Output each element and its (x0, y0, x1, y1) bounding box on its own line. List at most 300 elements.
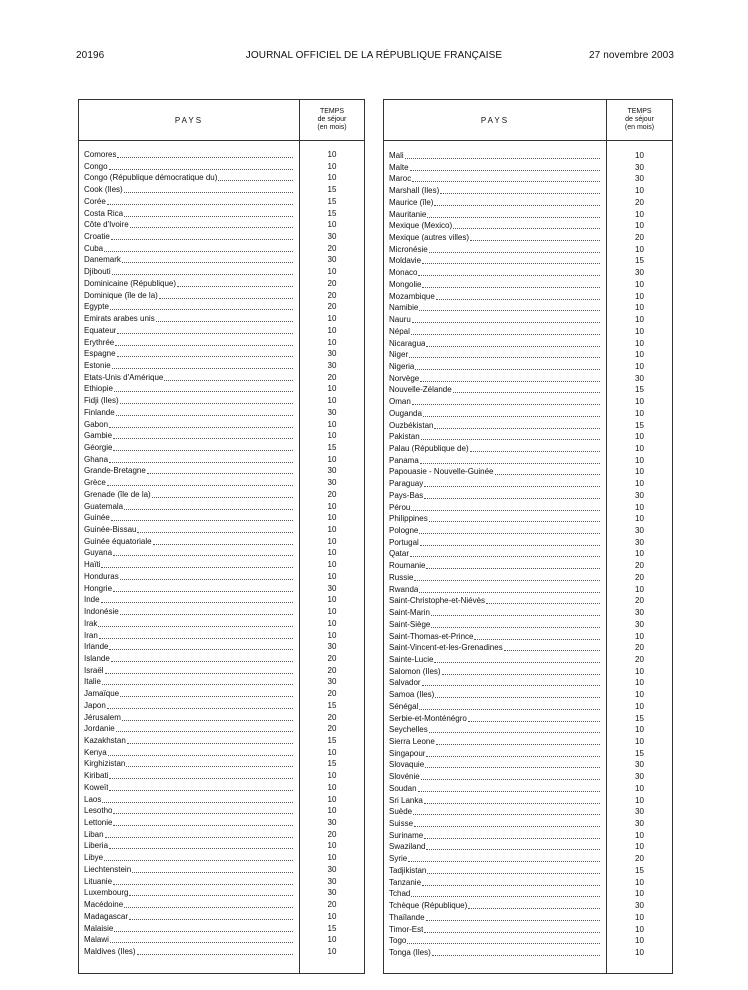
country-name: Salomon (Iles) (389, 666, 441, 676)
stay-duration: 10 (635, 479, 644, 489)
dot-leader (159, 298, 293, 299)
stay-duration: 20 (327, 829, 337, 839)
stay-duration: 10 (327, 794, 337, 804)
table-row (79, 419, 364, 431)
table-row (384, 420, 672, 432)
stay-duration: 15 (327, 185, 337, 195)
stay-duration: 10 (635, 291, 644, 301)
country-name: Slovaquie (389, 760, 425, 770)
stay-duration: 15 (635, 713, 644, 723)
dot-leader (411, 896, 600, 897)
country-name: Liechtenstein (84, 864, 132, 874)
country-name: Islande (84, 653, 110, 663)
dot-leader (405, 158, 600, 159)
stay-duration: 10 (635, 678, 644, 688)
country-name: Maldives (Iles) (84, 946, 136, 956)
stay-duration: 30 (635, 174, 644, 184)
country-name: Maroc (389, 174, 412, 184)
country-name: Saint-Siège (389, 619, 431, 629)
stay-duration: 10 (635, 151, 644, 160)
table-row (384, 197, 672, 209)
stay-duration: 10 (635, 783, 644, 793)
stay-duration: 10 (327, 771, 337, 781)
dot-leader (429, 252, 600, 253)
country-name: Jamaïque (84, 689, 120, 699)
table-row (79, 184, 364, 196)
table-row (79, 172, 364, 184)
table-row (79, 454, 364, 466)
table-row (384, 220, 672, 232)
table-row (384, 466, 672, 478)
country-name: Kazakhstan (84, 736, 126, 745)
table-row (384, 314, 672, 326)
stay-duration: 20 (635, 596, 644, 606)
table-row (384, 396, 672, 408)
country-name: Ethiopie (84, 384, 113, 394)
dot-leader (426, 568, 600, 569)
country-name: Géorgie (84, 443, 113, 452)
country-name: Malawi (84, 935, 109, 945)
country-name: Cuba (84, 243, 104, 253)
stay-duration: 10 (635, 444, 644, 453)
table-row (384, 631, 672, 643)
temps-line-2: de séjour (317, 116, 347, 123)
country-name: Palau (République de) (389, 444, 469, 453)
table-row (79, 196, 364, 208)
dot-leader (108, 755, 293, 756)
country-name: Ouganda (389, 408, 422, 418)
dot-leader (468, 721, 600, 722)
country-name: Erythrée (84, 337, 115, 347)
table-row (384, 560, 672, 572)
stay-duration: 10 (327, 536, 337, 546)
dot-leader (413, 814, 600, 815)
country-name: Mexique (Mexico) (389, 221, 453, 231)
table-row (384, 701, 672, 713)
dot-leader (426, 920, 600, 921)
table-row (79, 876, 364, 888)
table-row (384, 267, 672, 279)
dot-leader (102, 802, 293, 803)
country-name: Guinée (84, 513, 110, 523)
dot-leader (129, 895, 293, 896)
dot-leader (468, 908, 600, 909)
table-row (79, 594, 364, 606)
country-name: Congo (République démocratique du) (84, 173, 218, 183)
stay-duration: 15 (327, 208, 337, 218)
table-row (384, 830, 672, 842)
country-name: Iran (84, 630, 98, 640)
journal-title: JOURNAL OFFICIEL DE LA RÉPUBLIQUE FRANÇAISE (245, 50, 503, 61)
stay-duration: 30 (327, 466, 337, 476)
stay-duration: 10 (635, 303, 644, 313)
table-row (384, 888, 672, 900)
dot-leader (420, 463, 600, 464)
dot-leader (409, 357, 600, 358)
table-row (384, 947, 672, 959)
stay-duration: 10 (635, 912, 644, 922)
dot-leader (421, 439, 600, 440)
dot-leader (109, 169, 293, 170)
stay-duration: 10 (327, 618, 337, 628)
country-name: Nouvelle-Zélande (389, 385, 452, 395)
dot-leader (156, 321, 293, 322)
stay-duration: 10 (635, 584, 644, 594)
dot-leader (110, 309, 293, 310)
country-name: Saint-Vincent-et-les-Grenadines (389, 643, 503, 653)
country-name: Pakistan (389, 432, 420, 442)
country-name: Irak (84, 618, 98, 628)
country-name: Libye (84, 853, 104, 863)
stay-duration: 20 (635, 197, 644, 207)
table-row (384, 455, 672, 467)
stay-duration: 10 (635, 631, 644, 641)
stay-duration: 10 (635, 408, 644, 418)
dot-leader (422, 287, 600, 288)
dot-leader (412, 181, 600, 182)
dot-leader (117, 333, 293, 334)
table-row (384, 548, 672, 560)
stay-duration: 30 (635, 760, 644, 770)
temps-line-2: de séjour (625, 116, 654, 123)
dot-leader (418, 791, 600, 792)
dot-leader (423, 416, 600, 417)
table-row (79, 665, 364, 677)
dot-leader (495, 474, 600, 475)
country-name: Tchad (389, 889, 411, 899)
table-row (384, 619, 672, 631)
dot-leader (427, 873, 600, 874)
dot-leader (132, 872, 293, 873)
country-name: Philippines (389, 514, 428, 524)
dot-leader (410, 556, 600, 557)
table-row (79, 360, 364, 372)
table-row (384, 924, 672, 936)
dot-leader (153, 544, 293, 545)
stay-duration: 10 (327, 571, 337, 581)
stay-duration: 10 (635, 877, 644, 887)
country-name: Kenya (84, 747, 107, 757)
dot-leader (112, 368, 293, 369)
stay-duration: 15 (327, 759, 337, 769)
country-name: Mexique (autres villes) (389, 233, 470, 243)
stay-duration: 10 (327, 161, 337, 171)
table-row (79, 840, 364, 852)
country-name: Mali (389, 151, 404, 160)
country-name: Liberia (84, 841, 109, 851)
table-row (384, 326, 672, 338)
dot-leader (116, 415, 293, 416)
table-row (79, 911, 364, 923)
dot-leader (419, 533, 600, 534)
country-name: Congo (84, 161, 108, 171)
dot-leader (426, 756, 600, 757)
country-name: Liban (84, 829, 104, 839)
country-name: Nigeria (389, 361, 415, 371)
country-name: Népal (389, 326, 410, 336)
table-row (79, 618, 364, 630)
table-row (79, 712, 364, 724)
dot-leader (424, 498, 600, 499)
stay-duration: 30 (327, 360, 337, 370)
stay-duration: 20 (327, 243, 337, 253)
table-row (79, 723, 364, 735)
country-name: Slovénie (389, 772, 420, 782)
country-name: Dominicaine (République) (84, 278, 177, 288)
dot-leader (422, 885, 600, 886)
dot-leader (431, 627, 600, 628)
stay-duration: 30 (327, 407, 337, 417)
table-row (79, 489, 364, 501)
table-row (79, 770, 364, 782)
dot-leader (418, 275, 600, 276)
dot-leader (109, 649, 293, 650)
stay-duration: 10 (635, 701, 644, 711)
dot-leader (426, 346, 600, 347)
dot-leader (412, 322, 600, 323)
dot-leader (470, 240, 600, 241)
country-name: Malaisie (84, 923, 114, 933)
table-row (79, 547, 364, 559)
dot-leader (107, 708, 293, 709)
stay-duration: 10 (635, 936, 644, 946)
stay-duration: 20 (327, 278, 337, 288)
country-name: Serbie-et-Monténégro (389, 713, 467, 723)
country-name: Croatie (84, 232, 110, 242)
country-name: Saint-Thomas-et-Prince (389, 631, 474, 641)
stay-duration: 10 (327, 911, 337, 921)
stay-duration: 10 (635, 361, 644, 371)
table-row (384, 384, 672, 396)
dot-leader (113, 591, 293, 592)
dot-leader (422, 263, 600, 264)
dot-leader (124, 216, 293, 217)
dot-leader (425, 767, 600, 768)
country-name: Russie (389, 572, 414, 582)
country-name: Togo (389, 936, 407, 946)
stay-duration: 20 (327, 489, 337, 499)
table-row (384, 783, 672, 795)
dot-leader (109, 427, 293, 428)
table-row (79, 512, 364, 524)
table-row (79, 758, 364, 770)
country-name: Grèce (84, 478, 106, 488)
country-name: Namibie (389, 303, 419, 313)
stay-duration: 10 (327, 548, 337, 558)
country-name: Grande-Bretagne (84, 466, 146, 476)
stay-duration: 10 (635, 209, 644, 219)
dot-leader (137, 954, 293, 955)
stay-duration: 15 (635, 748, 644, 758)
temps-line-3: (en mois) (317, 124, 347, 131)
country-name: Lettonie (84, 818, 113, 828)
country-name: Kirghizistan (84, 759, 126, 769)
left-table (78, 99, 365, 974)
stay-duration: 30 (635, 608, 644, 618)
country-name: Seychelles (389, 725, 428, 735)
table-row (384, 162, 672, 174)
stay-duration: 30 (327, 478, 337, 488)
dot-leader (111, 661, 293, 662)
country-name: Malte (389, 162, 409, 172)
stay-duration: 30 (635, 162, 644, 172)
dot-leader (432, 955, 600, 956)
stay-duration: 10 (635, 842, 644, 852)
country-name: Jérusalem (84, 712, 121, 722)
stay-duration: 10 (635, 432, 644, 442)
country-name: Qatar (389, 549, 410, 559)
table-row (384, 302, 672, 314)
dot-leader (129, 919, 293, 920)
dot-leader (470, 451, 600, 452)
country-name: Corée (84, 196, 106, 206)
country-name: Italie (84, 677, 101, 687)
dot-leader (101, 567, 293, 568)
stay-duration: 20 (327, 689, 337, 699)
table-row (384, 654, 672, 666)
stay-duration: 10 (327, 525, 337, 535)
stay-duration: 15 (327, 196, 337, 206)
country-name: Pays-Bas (389, 490, 424, 500)
stay-duration: 10 (635, 397, 644, 407)
country-name: Guatemala (84, 501, 124, 511)
stay-duration: 10 (327, 267, 337, 277)
column-header-temps (606, 108, 673, 132)
table-row (384, 607, 672, 619)
table-row (384, 795, 672, 807)
table-row (384, 572, 672, 584)
dot-leader (419, 592, 600, 593)
temps-line-1: TEMPS (319, 108, 345, 115)
stay-duration: 10 (635, 889, 644, 899)
dot-leader (124, 509, 293, 510)
table-row (384, 806, 672, 818)
dot-leader (117, 157, 293, 158)
table-row (384, 841, 672, 853)
dot-leader (429, 521, 600, 522)
country-name: Madagascar (84, 911, 129, 921)
dot-leader (113, 813, 293, 814)
dot-leader (431, 615, 600, 616)
header-divider (79, 140, 364, 141)
country-name: Timor-Est (389, 924, 424, 934)
dot-leader (107, 204, 293, 205)
country-name: Dominique (île de la) (84, 290, 158, 300)
dot-leader (440, 193, 600, 194)
dot-leader (120, 696, 293, 697)
table-row (79, 407, 364, 419)
country-name: Indonésie (84, 607, 119, 617)
country-name: Guinée-Bissau (84, 525, 137, 535)
country-name: Monaco (389, 268, 418, 278)
dot-leader (414, 826, 600, 827)
stay-duration: 10 (327, 384, 337, 394)
stay-duration: 20 (635, 561, 644, 571)
dot-leader (486, 603, 600, 604)
stay-duration: 20 (327, 712, 337, 722)
country-name: Paraguay (389, 479, 424, 489)
stay-duration: 30 (327, 642, 337, 652)
table-row (384, 748, 672, 760)
country-name: Ghana (84, 454, 109, 464)
dot-leader (109, 790, 293, 791)
country-name: Grenade (île de la) (84, 489, 151, 499)
stay-duration: 15 (327, 736, 337, 745)
dot-leader (99, 638, 293, 639)
dot-leader (412, 404, 600, 405)
table-row (384, 185, 672, 197)
country-name: Suriname (389, 830, 424, 840)
stay-duration: 10 (327, 173, 337, 183)
dot-leader (104, 860, 293, 861)
dot-leader (442, 674, 600, 675)
country-name: Ouzbékistan (389, 420, 434, 430)
country-name: Costa Rica (84, 208, 124, 218)
stay-duration: 10 (635, 315, 644, 325)
dot-leader (114, 931, 293, 932)
stay-duration: 30 (635, 901, 644, 911)
dot-leader (147, 473, 293, 474)
country-name: Kiribati (84, 771, 109, 781)
table-row (79, 794, 364, 806)
stay-duration: 10 (635, 326, 644, 336)
table-row (79, 923, 364, 935)
table-row (384, 713, 672, 725)
table-row (384, 818, 672, 830)
country-name: Estonie (84, 360, 111, 370)
table-row (384, 408, 672, 420)
publication-date: 27 novembre 2003 (589, 50, 674, 61)
table-row (384, 935, 672, 947)
temps-line-1: TEMPS (627, 108, 652, 115)
stay-duration: 15 (327, 443, 337, 452)
stay-duration: 30 (635, 807, 644, 817)
table-row (79, 641, 364, 653)
dot-leader (424, 838, 600, 839)
stay-duration: 10 (327, 806, 337, 816)
table-row (79, 676, 364, 688)
stay-duration: 10 (635, 830, 644, 840)
table-row (384, 279, 672, 291)
country-name: Soudan (389, 783, 417, 793)
dot-leader (429, 732, 600, 733)
table-row (384, 865, 672, 877)
stay-duration: 10 (327, 337, 337, 347)
country-name: Equateur (84, 325, 117, 335)
table-row (384, 361, 672, 373)
stay-duration: 10 (327, 747, 337, 757)
stay-duration: 10 (635, 795, 644, 805)
table-row (384, 431, 672, 443)
table-row (384, 584, 672, 596)
stay-duration: 30 (327, 677, 337, 687)
table-row (79, 946, 364, 958)
dot-leader (101, 602, 293, 603)
table-row (384, 255, 672, 267)
country-name: Portugal (389, 537, 419, 547)
stay-duration: 20 (327, 290, 337, 300)
dot-leader (411, 510, 600, 511)
stay-duration: 30 (635, 268, 644, 278)
country-name: Tadjikistan (389, 865, 427, 875)
stay-duration: 10 (327, 419, 337, 429)
stay-duration: 30 (327, 818, 337, 828)
stay-duration: 15 (635, 420, 644, 430)
country-name: Maurice (île) (389, 197, 434, 207)
table-row (79, 559, 364, 571)
table-row (79, 348, 364, 360)
country-name: Egypte (84, 302, 109, 312)
